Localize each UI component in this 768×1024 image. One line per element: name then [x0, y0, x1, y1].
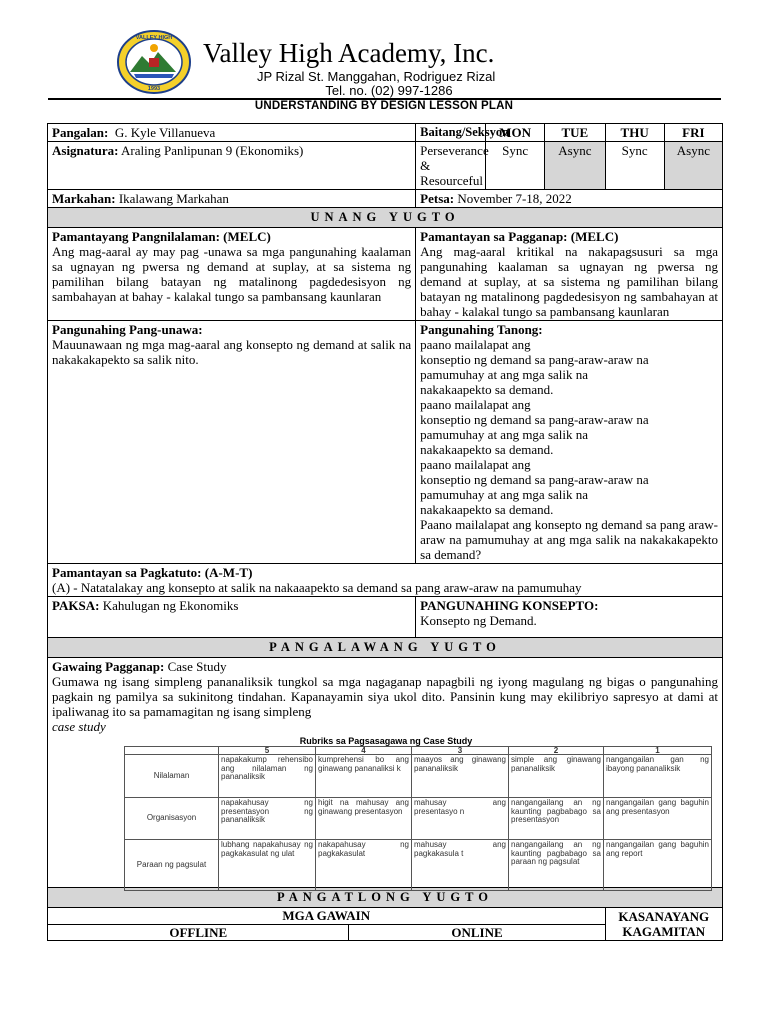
rubric-cell: higit na mahusay ang ginawang presentasyon — [316, 798, 412, 840]
gawain-italic: case study — [52, 719, 106, 734]
tanong-cell — [416, 321, 723, 564]
section-value: Perseverance & Resourceful — [416, 142, 486, 190]
markahan-cell — [48, 190, 416, 208]
tanong-line: paano mailalapat ang — [420, 337, 531, 352]
pagkatuto-row — [48, 564, 723, 597]
rubric-cell: napakakump rehensibo ang nilalaman ng pananaliksik — [219, 755, 316, 798]
rubric-title: Rubriks sa Pagsasagawa ng Case Study — [299, 736, 473, 746]
lesson-plan-form — [47, 123, 723, 941]
pangunawa-row — [48, 321, 723, 564]
online-head: ONLINE — [349, 924, 605, 941]
melc-text: Ang mag-aaral ay may pag -unawa sa mga pangunahing kaalaman sa ugnayan ng pwersa ng demand at suplay, at sa sistema ng pamilihan bilang batayan ng matalinong pagdedesisyon ng sambahayan at bahay - kalakal tungo sa pambansang kaunlaran — [52, 244, 412, 304]
svg-text:1993: 1993 — [147, 86, 161, 92]
mode-fri: Async — [664, 142, 722, 190]
tanong-line: konseptio ng demand sa pang-araw-araw na — [420, 352, 649, 367]
mode-thu: Sync — [605, 142, 664, 190]
rubric-score-header: 4 — [316, 747, 412, 755]
pagkatuto-text: (A) - Natatalakay ang konsepto at salik na nakaaapekto sa demand sa pang araw-araw na pamumuhay — [52, 580, 582, 595]
unang-yugto-heading-row — [48, 208, 723, 228]
pangunawa-cell — [48, 321, 416, 564]
rubric-cell: mahusay ang presentasyo n — [412, 798, 509, 840]
konsepto-label: PANGUNAHING KONSEPTO: — [420, 598, 599, 613]
baitang-label: Baitang/Seksyon — [416, 124, 486, 142]
tanong-line: paano mailalapat ang — [420, 397, 531, 412]
tanong-line: nakakaapekto sa demand. — [420, 442, 554, 457]
melc-label: Pamantayang Pangnilalaman: (MELC) — [52, 229, 271, 244]
rubric-cell: lubhang napakahusay ng pagkakasulat ng ulat — [219, 840, 316, 891]
konsepto-cell — [416, 597, 723, 638]
rubric-cell: nakapahusay ng pagkakasulat — [316, 840, 412, 891]
gawain-row — [48, 658, 723, 888]
kasanayan-head: KASANAYANG KAGAMITAN — [605, 908, 722, 941]
day-mon: MON — [485, 124, 544, 142]
mga-gawain-head: MGA GAWAIN — [48, 908, 606, 925]
pangatlong-yugto-heading: PANGATLONG YUGTO — [48, 888, 723, 908]
rubric-cell: nangangailang an ng kaunting pagbabago sa presentasyon — [509, 798, 604, 840]
mode-mon: Sync — [485, 142, 544, 190]
konsepto-value: Konsepto ng Demand. — [420, 613, 537, 628]
gawain-type: Case Study — [167, 659, 227, 674]
school-address: JP Rizal St. Manggahan, Rodriguez Rizal — [257, 69, 496, 84]
lesson-plan-table — [47, 123, 723, 941]
school-telephone: Tel. no. (02) 997-1286 — [325, 83, 453, 98]
day-thu: THU — [605, 124, 664, 142]
tanong-label: Pangunahing Tanong: — [420, 322, 543, 337]
pangalan-label: Pangalan: — [52, 125, 109, 140]
rubric-cell: nangangailang an ng kaunting pagbabago sa paraan ng pagsulat — [509, 840, 604, 891]
unang-yugto-heading: UNANG YUGTO — [48, 208, 723, 228]
pangalan-value: G. Kyle Villanueva — [114, 125, 216, 140]
paksa-row — [48, 597, 723, 638]
asignatura-cell — [48, 142, 416, 190]
tanong-line: konseptio ng demand sa pang-araw-araw na — [420, 472, 649, 487]
asignatura-value: Araling Panlipunan 9 (Ekonomiks) — [121, 143, 304, 158]
tanong-line: pamumuhay at ang mga salik na — [420, 427, 589, 442]
tanong-line: Paano mailalapat ang konsepto ng demand sa pang araw-araw na pamumuhay at ang mga salik na nakakakapekto sa demand? — [420, 517, 718, 562]
rubric-score-header: 5 — [219, 747, 316, 755]
rubric-score-header: 2 — [509, 747, 604, 755]
rubric-score-header: 3 — [412, 747, 509, 755]
pangunawa-text: Mauunawaan ng mga mag-aaral ang konsepto ng demand at salik na nakakakapekto sa salik nito. — [52, 337, 412, 367]
ikalawang-yugto-heading: PANGALAWANG YUGTO — [48, 638, 723, 658]
pagganap-cell — [416, 228, 723, 321]
rubric-cell: simple ang ginawang pananaliksik — [509, 755, 604, 798]
info-row-pangalan — [48, 124, 723, 142]
rubric-row — [125, 755, 712, 798]
mode-tue: Async — [545, 142, 605, 190]
rubric-cell: napakahusay ng presentasyon ng pananaliksik — [219, 798, 316, 840]
markahan-value: Ikalawang Markahan — [118, 191, 229, 206]
tanong-line: nakakaapekto sa demand. — [420, 502, 554, 517]
paksa-value: Kahulugan ng Ekonomiks — [102, 598, 239, 613]
school-name: Valley High Academy, Inc. — [203, 38, 495, 68]
asignatura-label: Asignatura: — [52, 143, 119, 158]
rubric-cell: kumprehensi bo ang ginawang pananaliksi k — [316, 755, 412, 798]
paksa-cell — [48, 597, 416, 638]
rubric-criterion: Paraan ng pagsulat — [125, 840, 219, 891]
gawain-cell — [48, 658, 723, 888]
petsa-label: Petsa: — [420, 191, 455, 206]
info-row-asignatura — [48, 142, 723, 190]
document-header — [0, 0, 768, 118]
rubric-table — [124, 746, 712, 891]
markahan-label: Markahan: — [52, 191, 116, 206]
info-row-markahan — [48, 190, 723, 208]
gawain-text: Gumawa ng isang simpleng pananaliksik tungkol sa mga nagaganap napagbili ng iyong magulang ng bigas o pangunahing pagkain ng pamilya sa sukinitong tindahan. Kapanayamin siya ukol dito. Pansinin kung may ekilibriyo sapresyo at dami at ipaliwanag ito sa pamamagitan ng isang simpleng — [52, 674, 718, 719]
tanong-line: konseptio ng demand sa pang-araw-araw na — [420, 412, 649, 427]
rubric-corner — [125, 747, 219, 755]
tanong-line: pamumuhay at ang mga salik na — [420, 487, 589, 502]
pagkatuto-label: Pamantayan sa Pagkatuto: (A-M-T) — [52, 565, 253, 580]
rubric-cell: mahusay ang pagkakasula t — [412, 840, 509, 891]
lesson-plan-title: UNDERSTANDING BY DESIGN LESSON PLAN — [254, 100, 514, 112]
day-tue: TUE — [545, 124, 605, 142]
day-fri: FRI — [664, 124, 722, 142]
rubric-cell: nangangailan gang baguhin ang presentasyon — [604, 798, 712, 840]
tanong-line: paano mailalapat ang — [420, 457, 531, 472]
rubric-cell: nangangailan gang baguhin ang report — [604, 840, 712, 891]
rubric-cell: maayos ang ginawang pananaliksik — [412, 755, 509, 798]
tanong-line: nakakaapekto sa demand. — [420, 382, 554, 397]
svg-text:VALLEY HIGH: VALLEY HIGH — [135, 35, 173, 41]
tanong-line: pamumuhay at ang mga salik na — [420, 367, 589, 382]
pangalan-cell — [48, 124, 416, 142]
rubric-image — [52, 734, 718, 886]
petsa-cell — [416, 190, 723, 208]
melc-cell — [48, 228, 416, 321]
ikalawang-yugto-heading-row — [48, 638, 723, 658]
offline-head: OFFLINE — [48, 924, 349, 941]
pagganap-label: Pamantayan sa Pagganap: (MELC) — [420, 229, 619, 244]
gawain-label: Gawaing Pagganap: — [52, 659, 165, 674]
mga-gawain-head-row — [48, 908, 723, 925]
pagganap-text: Ang mag-aaral kritikal na nakapagsusuri sa mga pangunahing kaalaman sa ugnayan ng pwersa ng demand at suplay, at sa sistema ng pamilihan bilang batayan ng matalinong pagdedesisyon ng sambahayan at bahay - kalakal tungo sa pambansang kaunlaran — [420, 244, 718, 319]
rubric-row — [125, 798, 712, 840]
rubric-criterion: Organisasyon — [125, 798, 219, 840]
rubric-score-header: 1 — [604, 747, 712, 755]
rubric-cell: nangangailan gan ng ibayong pananaliksik — [604, 755, 712, 798]
pagkatuto-cell — [48, 564, 723, 597]
rubric-criterion: Nilalaman — [125, 755, 219, 798]
rubric-row — [125, 840, 712, 891]
rubric-header-row — [125, 747, 712, 755]
paksa-label: PAKSA: — [52, 598, 100, 613]
tanong-lines — [420, 337, 718, 562]
melc-row — [48, 228, 723, 321]
petsa-value: November 7-18, 2022 — [457, 191, 572, 206]
pangunawa-label: Pangunahing Pang-unawa: — [52, 322, 203, 337]
